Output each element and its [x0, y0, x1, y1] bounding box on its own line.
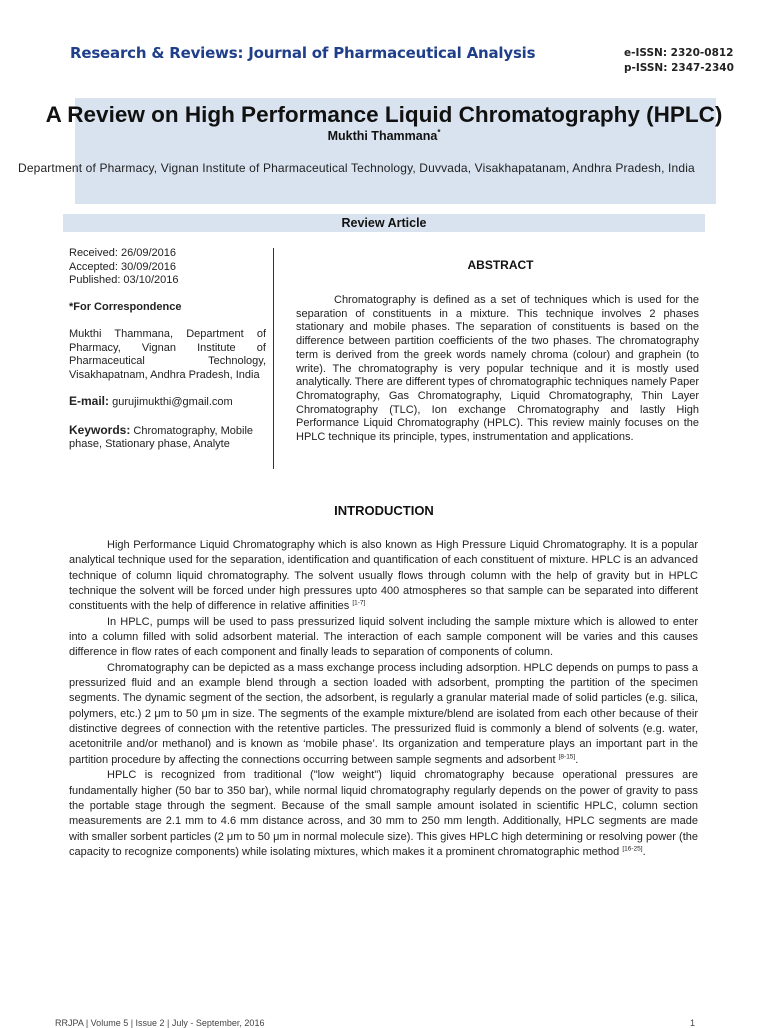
intro-p3-text: Chromatography can be depicted as a mass exchange process including adsorption. HPLC depends on pumps to pass a pressurized fluid and an example blend through a section loaded with adsorbent, prompting the partition of the specimen segments. The dynamic segment of the section, the adsorbent, is regularly a granular material made of solid particles (e.g. silica, polymers, etc.) 2 μm to 50 μm in size. The segments of the example mixture/blend are isolated from each other because of their distinctive degrees of connection with the retentive particles. The pressurized fluid is commonly a blend of solvents (e.g. water, acetonitrile and/or methanol) and is known as ‘mobile phase’. Its organization and temperature plays an important part in the partition procedure by affecting the connections occurring between sample segments and adsorbent — [69, 661, 698, 766]
email-label: E-mail: — [69, 394, 110, 408]
author-mark: * — [437, 128, 441, 137]
author-line — [0, 128, 768, 143]
article-type: Review Article — [341, 216, 427, 230]
correspondence-address: Mukthi Thammana, Department of Pharmacy, Vignan Institute of Pharmaceutical Technology, Visakhapatnam, Andhra Pradesh, India — [69, 328, 266, 381]
footer-journal-info: RRJPA | Volume 5 | Issue 2 | July - September, 2016 — [55, 1018, 265, 1028]
journal-name: Research & Reviews: Journal of Pharmaceutical Analysis — [70, 44, 536, 62]
dates — [69, 247, 266, 288]
article-type-bar — [63, 214, 705, 232]
intro-p4-text: HPLC is recognized from traditional ("low weight") liquid chromatography because operational pressures are fundamentally higher (50 bar to 350 bar), while normal liquid chromatography regularly depends on the power of gravity to pass the portable stage through the segment. Because of the small sample amount isolated in scientific HPLC, column section measurements are 2.1 mm to 4.6 mm distance across, and 30 mm to 250 mm length. Additionally, HPLC segments are made with smaller sorbent particles (2 μm to 50 μm in normal molecule size). This gives HPLC high determining or resolving power (the capacity to recognize components) while isolating mixtures, which makes it a prominent chromatographic method — [69, 769, 698, 858]
intro-paragraph-4: HPLC is recognized from traditional ("low weight") liquid chromatography because operational pressures are fundamentally higher (50 bar to 350 bar), while normal liquid chromatography regularly depends on the power of gravity to pass the portable stage through the segment. Because of the small sample amount isolated in scientific HPLC, column section measurements are 2.1 mm to 4.6 mm distance across, and 30 mm to 250 mm length. Additionally, HPLC segments are made with smaller sorbent particles (2 μm to 50 μm in normal molecule size). This gives HPLC high determining or resolving power (the capacity to recognize components) while isolating mixtures, which makes it a prominent chromatographic method [16-25]. — [69, 769, 698, 858]
page-number: 1 — [689, 1018, 695, 1028]
abstract-body: Chromatography is defined as a set of techniques which is used for the separation of constituents in a mixture. This technique involves 2 phases stationary and mobile phases. The separation of constituents is based on the difference between partition coefficients of the two phases. The chromatography term is derived from the greek words namely chroma (colour) and graphein (to write). The chromatography is very popular technique and it is mostly used analytically. There are different types of chromatographic techniques namely Paper Chromatography, Gas Chromatography, Liquid Chromatography, Thin Layer Chromatography (TLC), Ion exchange Chromatography and lastly High Performance Liquid Chromatography (HPLC). This review mainly focuses on the HPLC technique its principle, types, instrumentation and applications. — [296, 294, 699, 444]
intro-paragraph-3: Chromatography can be depicted as a mass exchange process including adsorption. HPLC depends on pumps to pass a pressurized fluid and an example blend through a section loaded with adsorbent, prompting the partition of the specimen segments. The dynamic segment of the section, the adsorbent, is regularly a granular material made of solid particles (e.g. silica, polymers, etc.) 2 μm to 50 μm in size. The segments of the example mixture/blend are isolated from each other because of their distinctive degrees of connection with the retentive particles. The pressurized fluid is commonly a blend of solvents (e.g. water, acetonitrile and/or methanol) and is known as ‘mobile phase’. Its organization and temperature plays an important part in the partition procedure by affecting the connections occurring between sample segments and adsorbent [8-15]. — [69, 661, 698, 766]
author-name: Mukthi Thammana — [327, 129, 438, 144]
email-line — [69, 395, 266, 410]
introduction-heading: INTRODUCTION — [334, 503, 434, 518]
paper-title: A Review on High Performance Liquid Chromatography (HPLC) — [45, 102, 723, 127]
eissn: e-ISSN: 2320-0812 — [624, 47, 734, 59]
abstract-heading: ABSTRACT — [467, 258, 534, 272]
pissn: p-ISSN: 2347-2340 — [624, 62, 734, 74]
published-date: Published: 03/10/2016 — [69, 274, 179, 286]
citation-ref[interactable]: [1-7] — [352, 599, 366, 607]
page-footer — [55, 1018, 695, 1028]
article-info-sidebar — [69, 247, 266, 452]
accepted-date: Accepted: 30/09/2016 — [69, 260, 177, 273]
correspondence-heading: *For Correspondence — [69, 300, 182, 313]
issn-block — [624, 46, 734, 76]
intro-paragraph-1 — [69, 538, 698, 615]
keywords-label: Keywords: — [69, 422, 131, 437]
received-date: Received: 26/09/2016 — [69, 247, 177, 259]
column-divider — [273, 248, 274, 469]
citation-ref[interactable]: [8-15] — [558, 753, 576, 761]
intro-paragraph-2: In HPLC, pumps will be used to pass pressurized liquid solvent including the sample mixture which is allowed to enter into a column filled with solid adsorbent material. The interaction of each sample component will be varies and this causes difference in flow rates of each component and finally leads to separation of components of column. — [69, 615, 698, 659]
email-address[interactable]: gurujimukthi@gmail.com — [112, 396, 233, 408]
citation-ref[interactable]: [16-25] — [622, 845, 643, 853]
keywords-line — [69, 424, 266, 452]
intro-p1-text: High Performance Liquid Chromatography which is also known as High Pressure Liquid Chromatography. It is a popular analytical technique used for the separation, identification and quantification of each constituent of mixture. HPLC is an advanced technique of column liquid chromatography. The solvent usually flows through column with the help of gravity but in HPLC technique the solvent will be forced under high pressures upto 400 atmospheres so that sample can be separated into different constituents with the help of difference in relative affinities — [69, 539, 698, 613]
introduction-body — [69, 538, 698, 860]
abstract-text — [296, 294, 699, 445]
affiliation: Department of Pharmacy, Vignan Institute of Pharmaceutical Technology, Duvvada, Visakhapatanam, Andhra Pradesh, India — [18, 161, 695, 175]
keywords: Chromatography, Mobile phase, Stationary phase, Analyte — [69, 424, 254, 450]
